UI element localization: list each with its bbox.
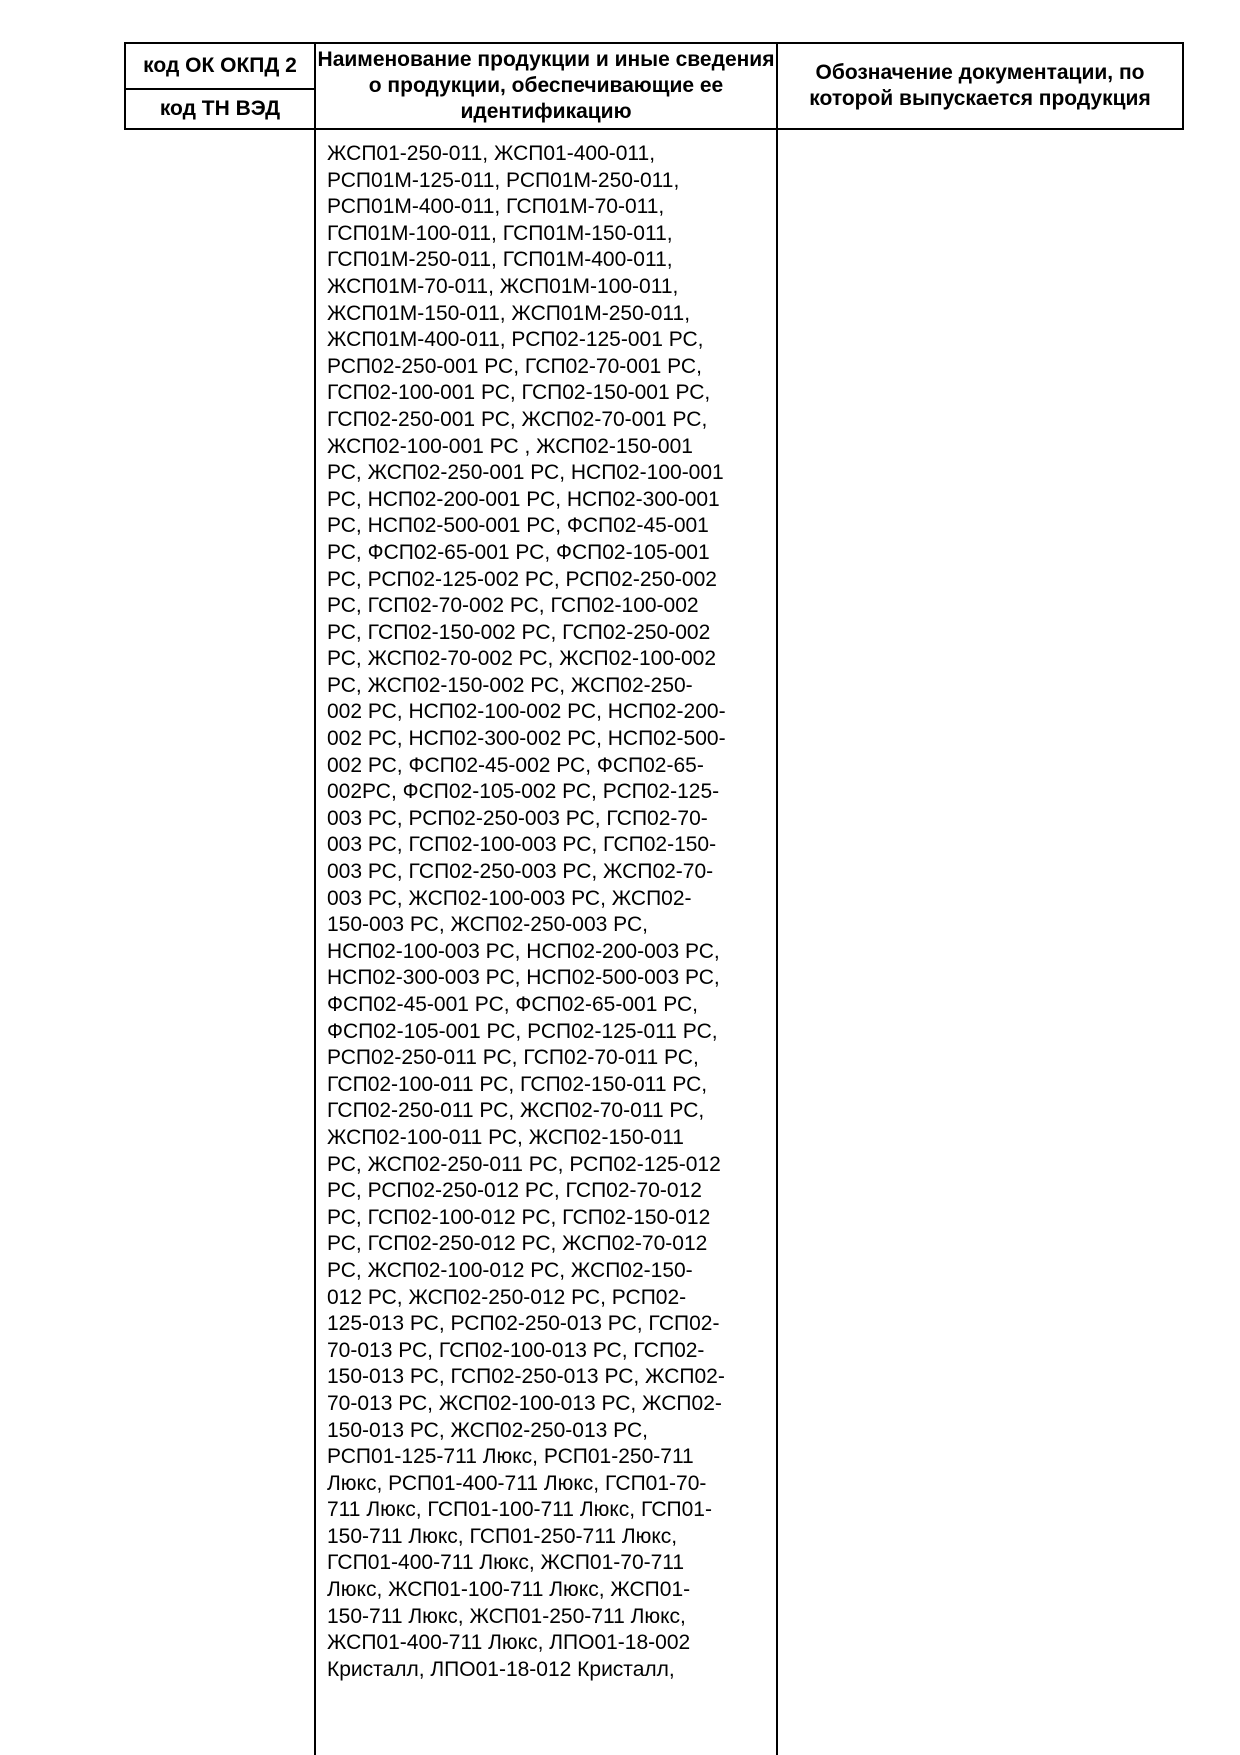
- column-divider-code-name: [314, 42, 316, 1755]
- column-divider-name-doc: [776, 42, 778, 1755]
- header-bottom-border: [124, 128, 1184, 130]
- header-okpd-code: код ОК ОКПД 2: [143, 54, 297, 77]
- header-documentation: Обозначение документации, по которой выпускается продукция: [809, 61, 1151, 110]
- product-list-text: ЖСП01-250-011, ЖСП01-400-011, РСП01М-125-011, РСП01М-250-011, РСП01М-400-011, ГСП01М-70-011, ГСП01М-100-011, ГСП01М-150-011, ГСП01М-250-011, ГСП01М-400-011, ЖСП01М-70-011, ЖСП01М-100-011, ЖСП01М-150-011, ЖСП01М-250-011, ЖСП01М-400-011, РСП02-125-001 РС, РСП02-250-001 РС, ГСП02-70-001 РС, ГСП02-100-001 РС, ГСП02-150-001 РС, ГСП02-250-001 РС, ЖСП02-70-001 РС, ЖСП02-100-001 РС , ЖСП02-150-001 РС, ЖСП02-250-001 РС, НСП02-100-001 РС, НСП02-200-001 РС, НСП02-300-001 РС, НСП02-500-001 РС, ФСП02-45-001 РС, ФСП02-65-001 РС, ФСП02-105-001 РС, РСП02-125-002 РС, РСП02-250-002 РС, ГСП02-70-002 РС, ГСП02-100-002 РС, ГСП02-150-002 РС, ГСП02-250-002 РС, ЖСП02-70-002 РС, ЖСП02-100-002 РС, ЖСП02-150-002 РС, ЖСП02-250- 002 РС, НСП02-100-002 РС, НСП02-200- 002 РС, НСП02-300-002 РС, НСП02-500- 002 РС, ФСП02-45-002 РС, ФСП02-65- 002РС, ФСП02-105-002 РС, РСП02-125- 003 РС, РСП02-250-003 РС, ГСП02-70- 003 РС, ГСП02-100-003 РС, ГСП02-150- 003 РС, ГСП02-250-003 РС, ЖСП02-70- 003 РС, ЖСП02-100-003 РС, ЖСП02- 150-003 РС, ЖСП02-250-003 РС, НСП02-100-003 РС, НСП02-200-003 РС, НСП02-300-003 РС, НСП02-500-003 РС, ФСП02-45-001 РС, ФСП02-65-001 РС, ФСП02-105-001 РС, РСП02-125-011 РС, РСП02-250-011 РС, ГСП02-70-011 РС, ГСП02-100-011 РС, ГСП02-150-011 РС, ГСП02-250-011 РС, ЖСП02-70-011 РС, ЖСП02-100-011 РС, ЖСП02-150-011 РС, ЖСП02-250-011 РС, РСП02-125-012 РС, РСП02-250-012 РС, ГСП02-70-012 РС, ГСП02-100-012 РС, ГСП02-150-012 РС, ГСП02-250-012 РС, ЖСП02-70-012 РС, ЖСП02-100-012 РС, ЖСП02-150- 012 РС, ЖСП02-250-012 РС, РСП02- 125-013 РС, РСП02-250-013 РС, ГСП02- 70-013 РС, ГСП02-100-013 РС, ГСП02- 150-013 РС, ГСП02-250-013 РС, ЖСП02- 70-013 РС, ЖСП02-100-013 РС, ЖСП02- 150-013 РС, ЖСП02-250-013 РС, РСП01-125-711 Люкс, РСП01-250-711 Люкс, РСП01-400-711 Люкс, ГСП01-70- 711 Люкс, ГСП01-100-711 Люкс, ГСП01- 150-711 Люкс, ГСП01-250-711 Люкс, ГСП01-400-711 Люкс, ЖСП01-70-711 Люкс, ЖСП01-100-711 Люкс, ЖСП01- 150-711 Люкс, ЖСП01-250-711 Люкс, ЖСП01-400-711 Люкс, ЛПО01-18-002 Кристалл, ЛПО01-18-012 Кристалл,: [327, 142, 726, 1681]
- header-tnved-code: код ТН ВЭД: [159, 97, 281, 120]
- table-right-border: [1182, 42, 1184, 130]
- header-product-name: Наименование продукции и иные сведения о продукции, обеспечивающие ее идентификацию: [317, 48, 775, 123]
